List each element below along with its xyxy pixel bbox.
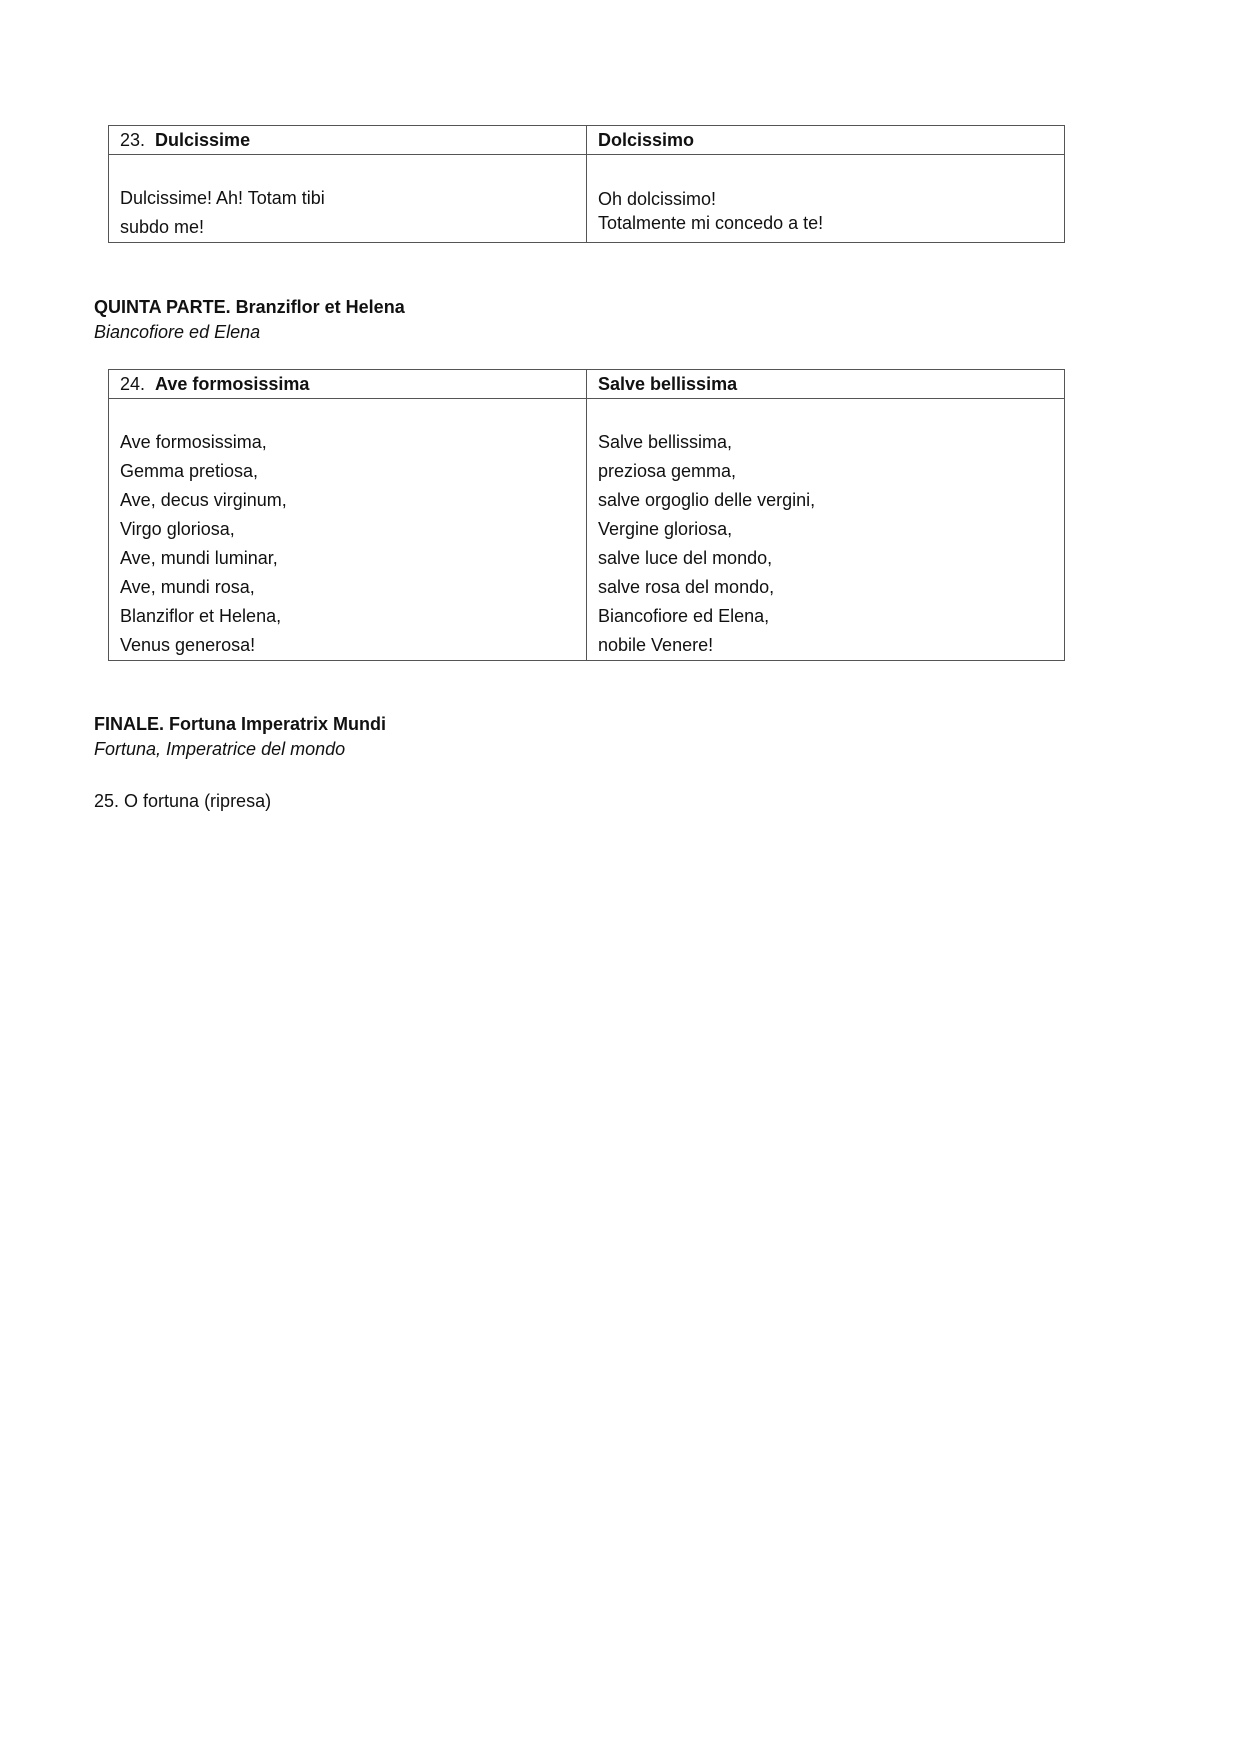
table-body-row	[109, 155, 1065, 243]
latin-line: Ave, decus virginum,	[120, 490, 287, 510]
table-body-row	[109, 399, 1065, 661]
table-header-row	[109, 370, 1065, 399]
song-number: 23.	[120, 130, 146, 150]
italian-line: Biancofiore ed Elena,	[598, 606, 770, 626]
section-title-finale: FINALE. Fortuna Imperatrix Mundi	[94, 714, 387, 734]
latin-text-cell	[109, 155, 587, 243]
latin-line: Venus generosa!	[120, 635, 256, 655]
latin-line: Ave, mundi rosa,	[120, 577, 255, 597]
latin-text-cell	[109, 399, 587, 661]
latin-line: Blanziflor et Helena,	[120, 606, 282, 626]
italian-line: salve rosa del mondo,	[598, 577, 775, 597]
italian-title-cell	[587, 126, 1065, 155]
italian-title: Dolcissimo	[598, 130, 695, 150]
section-title-quinta-parte: QUINTA PARTE. Branziflor et Helena	[94, 297, 405, 317]
item-25: 25. O fortuna (ripresa)	[94, 791, 272, 811]
italian-text-cell	[587, 155, 1065, 243]
italian-line: nobile Venere!	[598, 635, 714, 655]
latin-title-cell	[109, 126, 587, 155]
song-number: 24.	[120, 374, 146, 394]
latin-line: Dulcissime! Ah! Totam tibi	[120, 188, 325, 208]
italian-line: salve luce del mondo,	[598, 548, 773, 568]
italian-line: Totalmente mi concedo a te!	[598, 213, 824, 233]
latin-title: Dulcissime	[155, 130, 251, 150]
latin-line: Gemma pretiosa,	[120, 461, 259, 481]
italian-line: Oh dolcissimo!	[598, 189, 717, 209]
latin-line: subdo me!	[120, 217, 205, 237]
italian-line: Salve bellissima,	[598, 432, 733, 452]
section-subtitle-finale: Fortuna, Imperatrice del mondo	[94, 739, 346, 759]
latin-title-cell	[109, 370, 587, 399]
italian-title-cell	[587, 370, 1065, 399]
italian-text-cell	[587, 399, 1065, 661]
italian-title: Salve bellissima	[598, 374, 738, 394]
section-subtitle-quinta-parte: Biancofiore ed Elena	[94, 322, 261, 342]
lyrics-table-24	[108, 369, 1065, 661]
latin-line: Virgo gloriosa,	[120, 519, 235, 539]
lyrics-table-23	[108, 125, 1065, 243]
latin-title: Ave formosissima	[155, 374, 310, 394]
italian-line: preziosa gemma,	[598, 461, 737, 481]
latin-line: Ave formosissima,	[120, 432, 267, 452]
italian-line: salve orgoglio delle vergini,	[598, 490, 816, 510]
italian-line: Vergine gloriosa,	[598, 519, 733, 539]
table-header-row	[109, 126, 1065, 155]
latin-line: Ave, mundi luminar,	[120, 548, 278, 568]
